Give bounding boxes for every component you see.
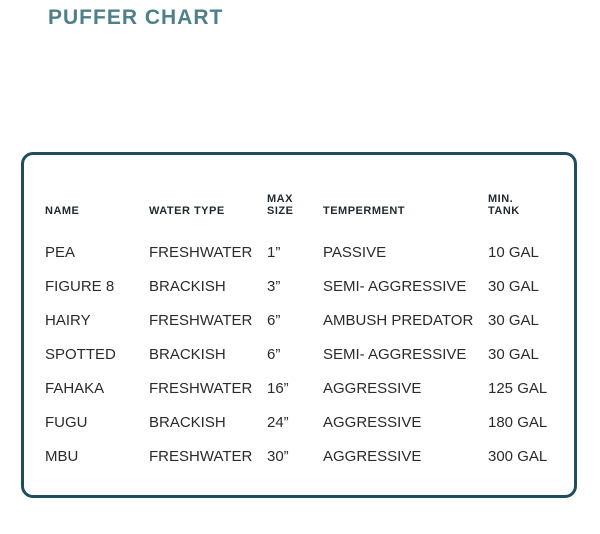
header-name: NAME bbox=[45, 205, 80, 217]
cell-name: FUGU bbox=[45, 413, 88, 431]
table-row bbox=[45, 405, 568, 439]
header-max-size-line2: SIZE bbox=[267, 205, 294, 217]
cell-temperament: SEMI- AGGRESSIVE bbox=[323, 277, 467, 295]
cell-min-tank: 30 GAL bbox=[488, 345, 539, 363]
cell-min-tank: 30 GAL bbox=[488, 277, 539, 295]
table-row bbox=[45, 439, 568, 473]
cell-max-size: 6” bbox=[267, 311, 281, 329]
cell-temperament: SEMI- AGGRESSIVE bbox=[323, 345, 467, 363]
table-row bbox=[45, 337, 568, 371]
header-min-tank bbox=[488, 185, 568, 235]
cell-min-tank: 10 GAL bbox=[488, 243, 539, 261]
header-water-type: WATER TYPE bbox=[149, 205, 225, 217]
cell-temperament: AGGRESSIVE bbox=[323, 379, 422, 397]
table-header-row bbox=[45, 185, 568, 235]
table-row bbox=[45, 269, 568, 303]
cell-max-size: 24” bbox=[267, 413, 289, 431]
cell-temperament: AMBUSH PREDATOR bbox=[323, 311, 474, 329]
cell-name: HAIRY bbox=[45, 311, 91, 329]
cell-max-size: 6” bbox=[267, 345, 281, 363]
cell-min-tank: 30 GAL bbox=[488, 311, 539, 329]
cell-name: PEA bbox=[45, 243, 76, 261]
cell-max-size: 3” bbox=[267, 277, 281, 295]
cell-min-tank: 180 GAL bbox=[488, 413, 548, 431]
header-temperament: TEMPERMENT bbox=[323, 205, 405, 217]
cell-water-type: FRESHWATER bbox=[149, 447, 253, 465]
cell-min-tank: 300 GAL bbox=[488, 447, 548, 465]
cell-temperament: PASSIVE bbox=[323, 243, 387, 261]
cell-water-type: FRESHWATER bbox=[149, 311, 253, 329]
table-row bbox=[45, 235, 568, 269]
cell-temperament: AGGRESSIVE bbox=[323, 413, 422, 431]
cell-water-type: BRACKISH bbox=[149, 277, 226, 295]
cell-name: SPOTTED bbox=[45, 345, 116, 363]
cell-max-size: 16” bbox=[267, 379, 289, 397]
cell-name: MBU bbox=[45, 447, 79, 465]
table-row bbox=[45, 371, 568, 405]
page-title: PUFFER CHART bbox=[48, 6, 224, 29]
puffer-table bbox=[45, 185, 568, 473]
cell-min-tank: 125 GAL bbox=[488, 379, 548, 397]
cell-water-type: FRESHWATER bbox=[149, 379, 253, 397]
cell-temperament: AGGRESSIVE bbox=[323, 447, 422, 465]
cell-name: FIGURE 8 bbox=[45, 277, 115, 295]
header-max-size bbox=[267, 185, 323, 235]
cell-max-size: 1” bbox=[267, 243, 281, 261]
header-min-tank-line1: MIN. bbox=[488, 193, 514, 205]
cell-water-type: BRACKISH bbox=[149, 345, 226, 363]
header-min-tank-line2: TANK bbox=[488, 205, 520, 217]
cell-water-type: FRESHWATER bbox=[149, 243, 253, 261]
cell-max-size: 30” bbox=[267, 447, 289, 465]
cell-water-type: BRACKISH bbox=[149, 413, 226, 431]
header-max-size-line1: MAX bbox=[267, 193, 293, 205]
puffer-chart-card bbox=[21, 152, 577, 498]
cell-name: FAHAKA bbox=[45, 379, 105, 397]
table-row bbox=[45, 303, 568, 337]
